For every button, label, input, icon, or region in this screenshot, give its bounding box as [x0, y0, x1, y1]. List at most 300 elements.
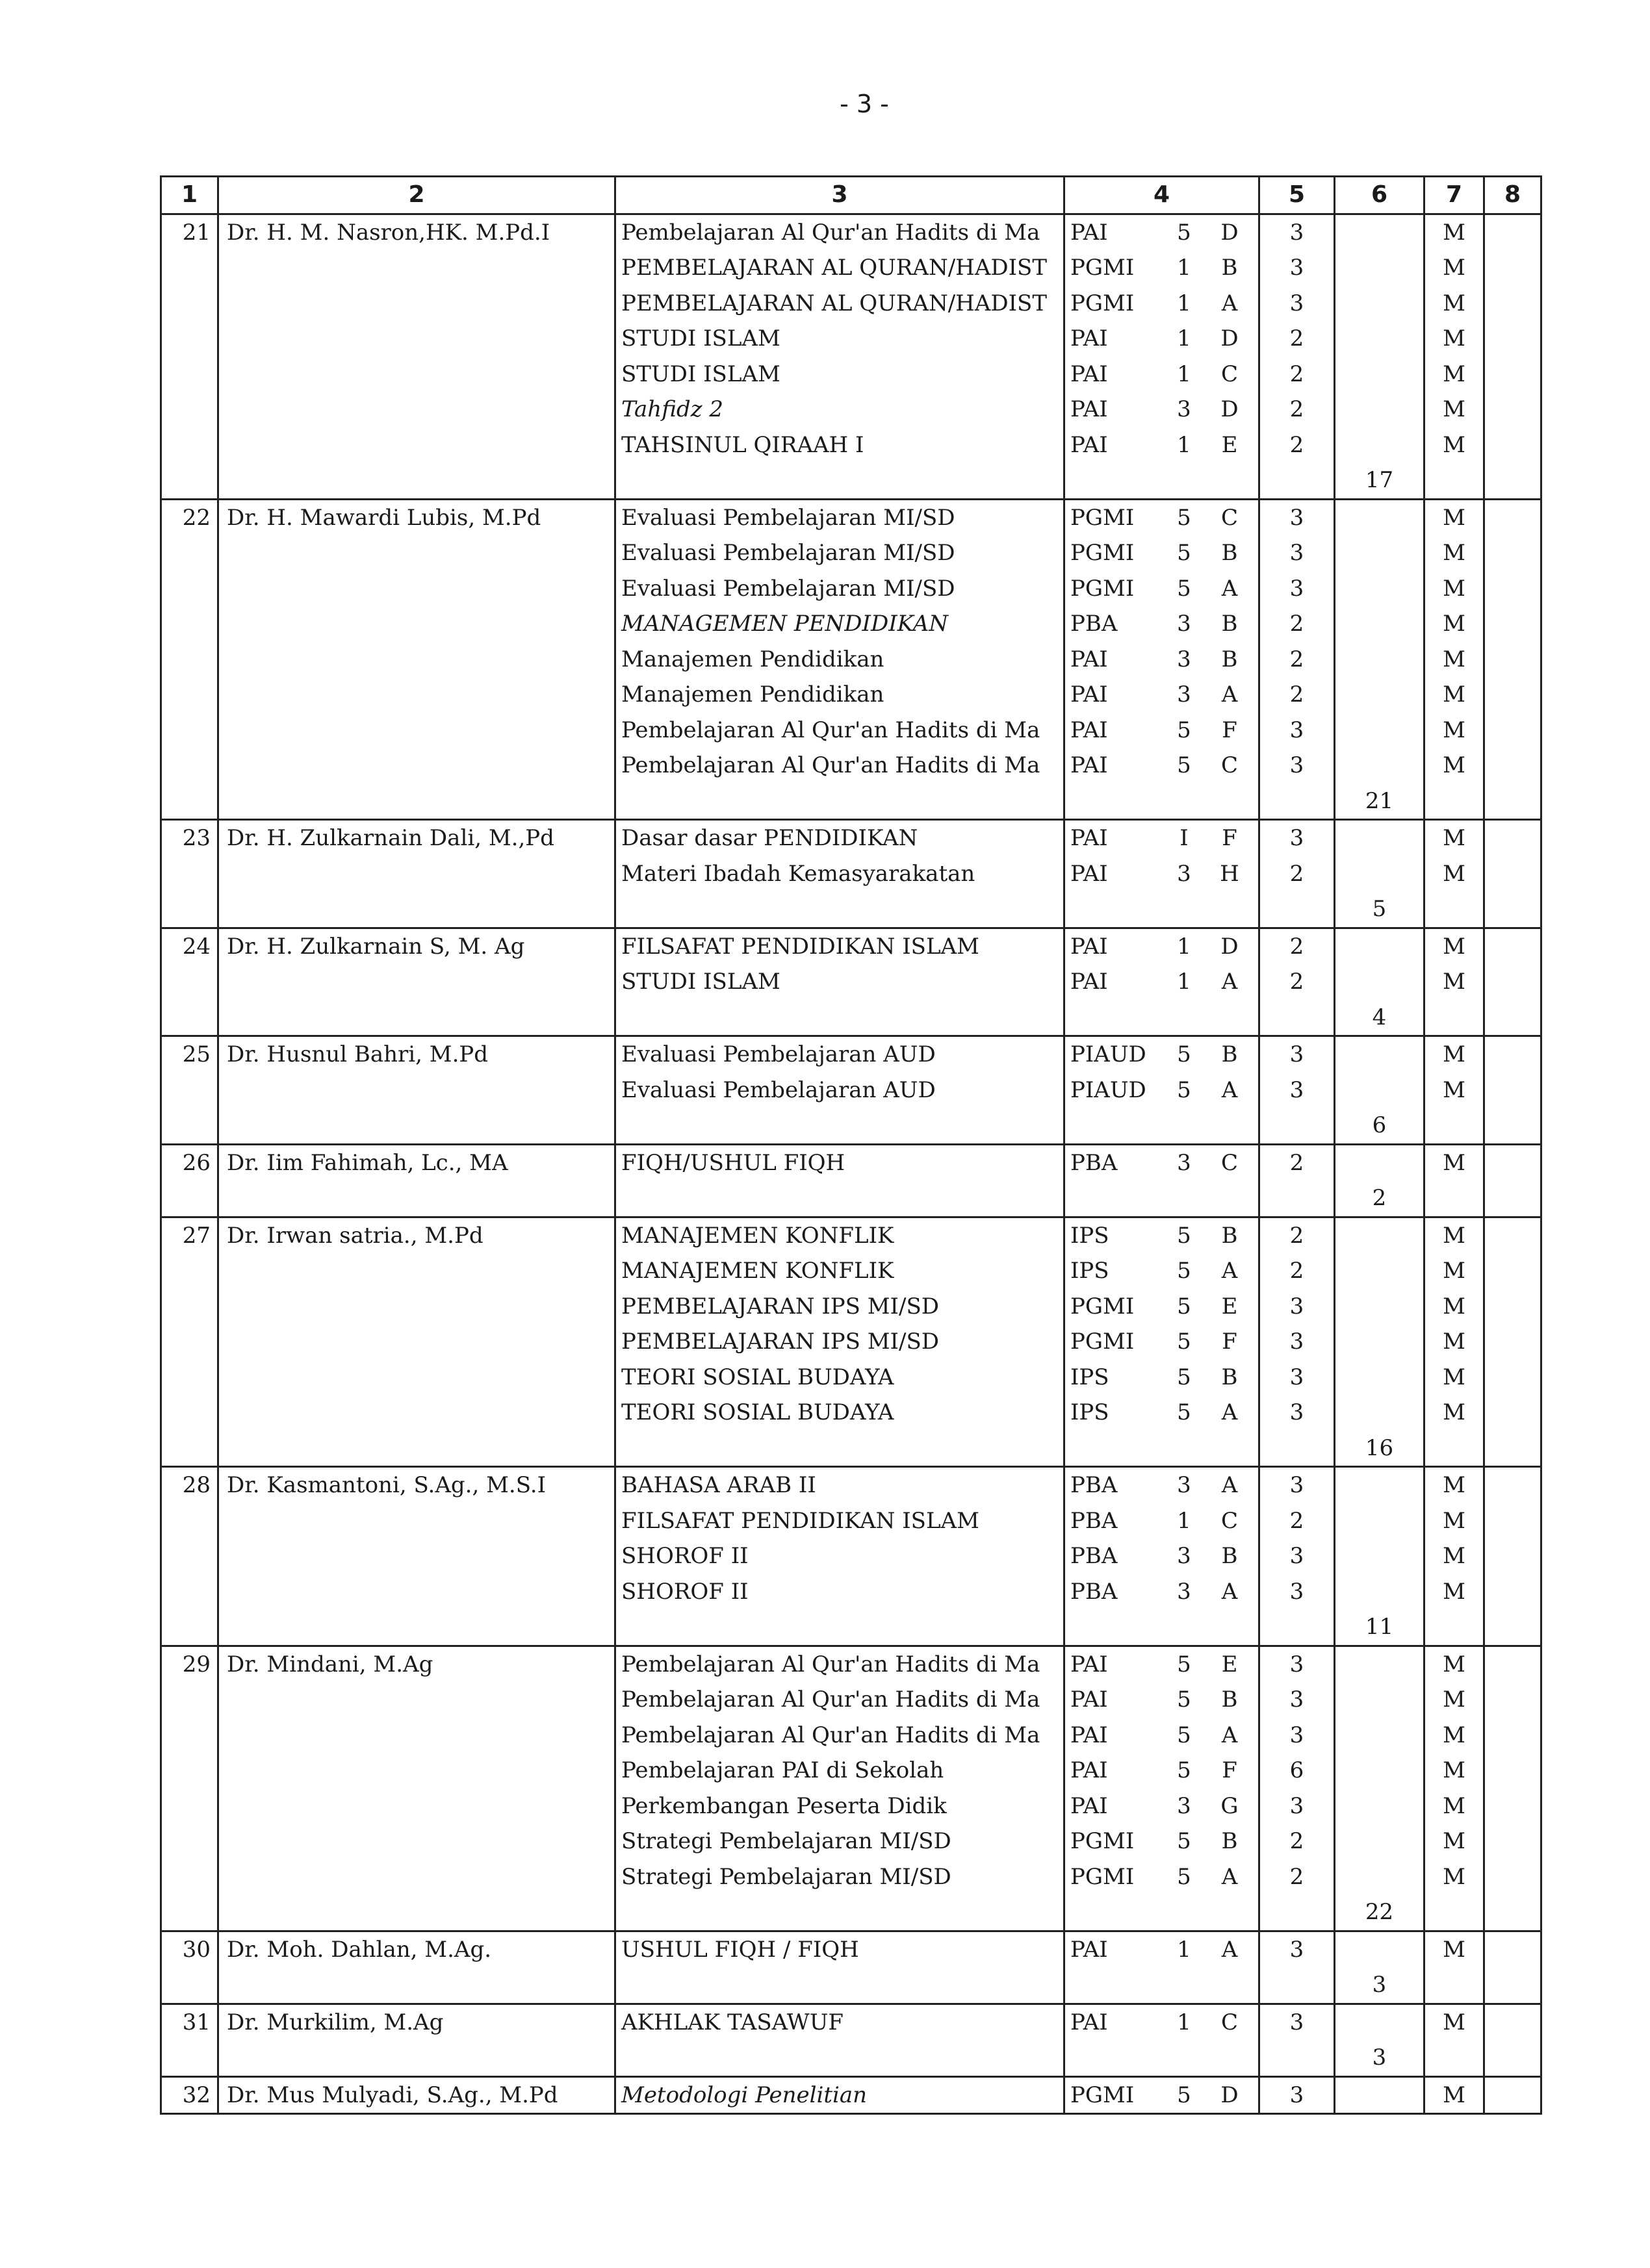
program-name: PAI — [1070, 969, 1108, 995]
program-name: PAI — [1070, 860, 1108, 887]
course-name: Materi Ibadah Kemasyarakatan — [621, 860, 975, 887]
course-cell — [615, 214, 1064, 499]
course-name: Tahfidz 2 — [621, 396, 724, 422]
semester: 3 — [1177, 396, 1191, 422]
credit-cell — [1259, 2076, 1335, 2114]
table-row — [161, 2004, 1541, 2076]
status-value: M — [1443, 860, 1465, 887]
lecturer-name-text: Dr. H. M. Nasron,HK. M.Pd.I — [227, 219, 550, 246]
credit-value: 3 — [1289, 825, 1304, 851]
semester: 5 — [1177, 752, 1191, 778]
status-value: M — [1443, 682, 1465, 707]
status-cell — [1424, 1467, 1484, 1646]
class-name: C — [1220, 361, 1238, 387]
class-name: D — [1220, 2082, 1239, 2108]
status-value: M — [1443, 290, 1465, 316]
course-name: SHOROF II — [621, 1543, 749, 1569]
course-name: Strategi Pembelajaran MI/SD — [621, 1828, 951, 1854]
class-name: D — [1220, 933, 1239, 960]
total-credits: 3 — [1372, 2045, 1387, 2071]
course-name: Pembelajaran PAI di Sekolah — [621, 1757, 944, 1783]
class-name: D — [1220, 219, 1239, 246]
col-header: 5 — [1259, 177, 1335, 214]
credit-cell — [1259, 1217, 1335, 1467]
course-name: TEORI SOSIAL BUDAYA — [621, 1399, 894, 1425]
table-row — [161, 928, 1541, 1036]
lecturer-name-text: Dr. H. Zulkarnain S, M. Ag — [227, 933, 525, 960]
program-name: PAI — [1070, 1936, 1108, 1963]
credit-value: 3 — [1289, 1722, 1304, 1748]
program-cell — [1064, 1646, 1259, 1931]
row-number — [161, 1467, 218, 1646]
program-name: PBA — [1070, 1507, 1118, 1534]
lecturer-name — [218, 2076, 615, 2114]
semester: 5 — [1177, 1863, 1191, 1890]
semester: 5 — [1177, 1258, 1191, 1284]
status-value: M — [1443, 1507, 1465, 1534]
course-name: STUDI ISLAM — [621, 325, 780, 351]
table-row — [161, 1646, 1541, 1931]
status-value: M — [1443, 1863, 1465, 1890]
status-cell — [1424, 928, 1484, 1036]
row-number-text: 23 — [182, 825, 211, 851]
lecturer-name — [218, 214, 615, 499]
credit-cell — [1259, 820, 1335, 928]
program-name: PBA — [1070, 611, 1118, 637]
program-name: IPS — [1070, 1222, 1109, 1249]
total-credits: 22 — [1365, 1899, 1394, 1925]
program-name: IPS — [1070, 1258, 1109, 1284]
row-number-text: 26 — [182, 1149, 211, 1176]
status-cell — [1424, 1036, 1484, 1145]
credit-value: 2 — [1289, 1828, 1304, 1854]
credit-value: 2 — [1289, 325, 1304, 351]
class-name: D — [1220, 325, 1239, 351]
semester: 1 — [1177, 933, 1191, 960]
semester: 1 — [1177, 361, 1191, 387]
table-row — [161, 1217, 1541, 1467]
status-value: M — [1443, 1687, 1465, 1713]
credit-value: 3 — [1289, 1578, 1304, 1605]
program-name: PAI — [1070, 1687, 1108, 1713]
credit-value: 3 — [1289, 1792, 1304, 1819]
table-row — [161, 1931, 1541, 2004]
program-cell — [1064, 2004, 1259, 2076]
col-header: 8 — [1484, 177, 1541, 214]
credit-value: 3 — [1289, 1293, 1304, 1319]
program-name: PAI — [1070, 825, 1108, 851]
course-name: PEMBELAJARAN IPS MI/SD — [621, 1329, 939, 1355]
credit-value: 2 — [1289, 646, 1304, 672]
total-cell — [1335, 1036, 1424, 1145]
row-number-text: 29 — [182, 1651, 211, 1677]
program-cell — [1064, 820, 1259, 928]
program-cell — [1064, 214, 1259, 499]
class-name: A — [1221, 290, 1238, 316]
program-name: PAI — [1070, 682, 1108, 707]
course-name: Evaluasi Pembelajaran MI/SD — [621, 575, 955, 602]
class-name: G — [1220, 1792, 1239, 1819]
course-name: Pembelajaran Al Qur'an Hadits di Ma — [621, 1722, 1040, 1748]
table-row — [161, 1467, 1541, 1646]
class-name: F — [1222, 825, 1237, 851]
row-number-text: 24 — [182, 933, 211, 960]
status-value: M — [1443, 1077, 1465, 1103]
course-name: Dasar dasar PENDIDIKAN — [621, 825, 918, 851]
total-credits: 6 — [1372, 1112, 1387, 1138]
class-name: A — [1221, 1077, 1238, 1103]
course-name: Evaluasi Pembelajaran AUD — [621, 1077, 936, 1103]
semester: 5 — [1177, 540, 1191, 566]
col-header: 4 — [1064, 177, 1259, 214]
note-cell — [1484, 499, 1541, 820]
class-name: C — [1220, 2009, 1238, 2035]
status-value: M — [1443, 717, 1465, 743]
total-credits: 17 — [1365, 467, 1394, 493]
course-name: Pembelajaran Al Qur'an Hadits di Ma — [621, 1651, 1040, 1677]
status-value: M — [1443, 969, 1465, 995]
status-value: M — [1443, 255, 1465, 281]
credit-value: 6 — [1289, 1757, 1304, 1783]
program-cell — [1064, 1467, 1259, 1646]
lecturer-name — [218, 499, 615, 820]
status-value: M — [1443, 1329, 1465, 1355]
table-row — [161, 499, 1541, 820]
lecturer-name-text: Dr. H. Zulkarnain Dali, M.,Pd — [227, 825, 554, 851]
credit-value: 2 — [1289, 1149, 1304, 1176]
semester: 5 — [1177, 575, 1191, 602]
credit-value: 3 — [1289, 1041, 1304, 1067]
status-value: M — [1443, 2009, 1465, 2035]
credit-value: 3 — [1289, 1399, 1304, 1425]
status-value: M — [1443, 575, 1465, 602]
status-value: M — [1443, 752, 1465, 778]
course-name: Manajemen Pendidikan — [621, 682, 884, 707]
status-value: M — [1443, 1543, 1465, 1569]
course-cell — [615, 928, 1064, 1036]
course-name: TAHSINUL QIRAAH I — [621, 431, 864, 458]
course-name: STUDI ISLAM — [621, 361, 780, 387]
course-name: PEMBELAJARAN AL QURAN/HADIST — [621, 255, 1048, 281]
class-name: F — [1222, 1329, 1237, 1355]
program-name: PBA — [1070, 1543, 1118, 1569]
row-number — [161, 820, 218, 928]
lecturer-name-text: Dr. Irwan satria., M.Pd — [227, 1222, 483, 1249]
status-value: M — [1443, 1578, 1465, 1605]
program-name: PAI — [1070, 361, 1108, 387]
row-number-text: 25 — [182, 1041, 211, 1067]
note-cell — [1484, 820, 1541, 928]
semester: I — [1179, 825, 1189, 851]
class-name: B — [1221, 255, 1238, 281]
credit-value: 2 — [1289, 1507, 1304, 1534]
program-name: PGMI — [1070, 1293, 1135, 1319]
class-name: A — [1221, 1399, 1238, 1425]
credit-value: 3 — [1289, 1651, 1304, 1677]
program-name: PBA — [1070, 1149, 1118, 1176]
class-name: B — [1221, 646, 1238, 672]
class-name: A — [1221, 1863, 1238, 1890]
class-name: B — [1221, 1543, 1238, 1569]
credit-value: 2 — [1289, 1222, 1304, 1249]
credit-value: 3 — [1289, 752, 1304, 778]
row-number — [161, 2076, 218, 2114]
course-name: Pembelajaran Al Qur'an Hadits di Ma — [621, 1687, 1040, 1713]
course-cell — [615, 1931, 1064, 2004]
total-cell — [1335, 820, 1424, 928]
class-name: A — [1221, 1472, 1238, 1498]
semester: 3 — [1177, 860, 1191, 887]
course-name: Evaluasi Pembelajaran AUD — [621, 1041, 936, 1067]
row-number-text: 32 — [182, 2082, 211, 2108]
class-name: E — [1221, 431, 1238, 458]
note-cell — [1484, 2076, 1541, 2114]
program-name: PGMI — [1070, 504, 1135, 531]
semester: 5 — [1177, 1399, 1191, 1425]
course-name: SHOROF II — [621, 1578, 749, 1605]
row-number — [161, 499, 218, 820]
credit-cell — [1259, 1036, 1335, 1145]
class-name: B — [1221, 1364, 1238, 1390]
semester: 5 — [1177, 2082, 1191, 2108]
status-value: M — [1443, 431, 1465, 458]
class-name: A — [1221, 575, 1238, 602]
row-number-text: 22 — [182, 504, 211, 531]
semester: 5 — [1177, 1077, 1191, 1103]
semester: 5 — [1177, 1293, 1191, 1319]
course-name: FILSAFAT PENDIDIKAN ISLAM — [621, 1507, 979, 1534]
status-value: M — [1443, 1757, 1465, 1783]
credit-value: 2 — [1289, 1863, 1304, 1890]
table-row — [161, 820, 1541, 928]
status-value: M — [1443, 361, 1465, 387]
credit-cell — [1259, 499, 1335, 820]
lecturer-name — [218, 1144, 615, 1217]
lecturer-name — [218, 1931, 615, 2004]
table-row — [161, 2076, 1541, 2114]
status-value: M — [1443, 1293, 1465, 1319]
class-name: A — [1221, 1936, 1238, 1963]
semester: 5 — [1177, 1041, 1191, 1067]
credit-value: 2 — [1289, 396, 1304, 422]
note-cell — [1484, 1144, 1541, 1217]
semester: 5 — [1177, 1722, 1191, 1748]
program-name: PAI — [1070, 431, 1108, 458]
row-number — [161, 1646, 218, 1931]
credit-cell — [1259, 1467, 1335, 1646]
col-header: 2 — [218, 177, 615, 214]
semester: 3 — [1177, 611, 1191, 637]
total-cell — [1335, 1646, 1424, 1931]
program-name: PGMI — [1070, 575, 1135, 602]
status-value: M — [1443, 646, 1465, 672]
credit-value: 2 — [1289, 361, 1304, 387]
program-name: PAI — [1070, 1722, 1108, 1748]
credit-cell — [1259, 1931, 1335, 2004]
program-name: PGMI — [1070, 1863, 1135, 1890]
course-name: Metodologi Penelitian — [621, 2082, 868, 2108]
status-value: M — [1443, 1149, 1465, 1176]
program-name: PGMI — [1070, 2082, 1135, 2108]
credit-value: 3 — [1289, 290, 1304, 316]
course-cell — [615, 820, 1064, 928]
semester: 3 — [1177, 1578, 1191, 1605]
status-value: M — [1443, 1222, 1465, 1249]
table-body — [161, 214, 1541, 2114]
course-name: FILSAFAT PENDIDIKAN ISLAM — [621, 933, 979, 960]
class-name: A — [1221, 1578, 1238, 1605]
program-name: PGMI — [1070, 290, 1135, 316]
program-cell — [1064, 1931, 1259, 2004]
status-value: M — [1443, 1472, 1465, 1498]
col-header: 3 — [615, 177, 1064, 214]
program-cell — [1064, 1036, 1259, 1145]
program-name: PAI — [1070, 752, 1108, 778]
credit-value: 3 — [1289, 1329, 1304, 1355]
status-cell — [1424, 1217, 1484, 1467]
total-credits: 11 — [1365, 1614, 1394, 1640]
status-value: M — [1443, 1828, 1465, 1854]
total-cell — [1335, 214, 1424, 499]
row-number — [161, 1036, 218, 1145]
semester: 5 — [1177, 1828, 1191, 1854]
program-name: PAI — [1070, 933, 1108, 960]
course-name: USHUL FIQH / FIQH — [621, 1936, 859, 1963]
total-credits: 5 — [1372, 896, 1387, 922]
program-name: PAI — [1070, 1792, 1108, 1819]
note-cell — [1484, 1467, 1541, 1646]
total-credits: 3 — [1372, 1972, 1387, 1998]
status-cell — [1424, 1646, 1484, 1931]
program-name: PAI — [1070, 219, 1108, 246]
class-name: B — [1221, 1041, 1238, 1067]
table-row — [161, 1036, 1541, 1145]
class-name: B — [1221, 611, 1238, 637]
program-cell — [1064, 1217, 1259, 1467]
class-name: F — [1222, 1757, 1237, 1783]
row-number — [161, 1217, 218, 1467]
course-name: FIQH/USHUL FIQH — [621, 1149, 845, 1176]
class-name: A — [1221, 969, 1238, 995]
lecturer-name-text: Dr. Husnul Bahri, M.Pd — [227, 1041, 489, 1067]
status-value: M — [1443, 1399, 1465, 1425]
credit-cell — [1259, 1646, 1335, 1931]
page-number: - 3 - — [840, 90, 889, 118]
course-name: Evaluasi Pembelajaran MI/SD — [621, 504, 955, 531]
row-number-text: 28 — [182, 1472, 211, 1498]
semester: 3 — [1177, 1149, 1191, 1176]
col-header: 1 — [161, 177, 218, 214]
program-name: PBA — [1070, 1578, 1118, 1605]
course-name: PEMBELAJARAN AL QURAN/HADIST — [621, 290, 1048, 316]
course-cell — [615, 1217, 1064, 1467]
status-value: M — [1443, 825, 1465, 851]
total-cell — [1335, 2004, 1424, 2076]
course-name: Pembelajaran Al Qur'an Hadits di Ma — [621, 717, 1040, 743]
credit-value: 3 — [1289, 1364, 1304, 1390]
course-cell — [615, 1144, 1064, 1217]
program-name: PGMI — [1070, 1329, 1135, 1355]
class-name: C — [1220, 752, 1238, 778]
class-name: D — [1220, 396, 1239, 422]
semester: 1 — [1177, 290, 1191, 316]
status-value: M — [1443, 219, 1465, 246]
class-name: F — [1222, 717, 1237, 743]
semester: 1 — [1177, 325, 1191, 351]
course-name: MANAJEMEN KONFLIK — [621, 1222, 894, 1249]
total-credits: 16 — [1365, 1434, 1394, 1461]
note-cell — [1484, 1036, 1541, 1145]
course-name: Manajemen Pendidikan — [621, 646, 884, 672]
total-cell — [1335, 1144, 1424, 1217]
status-value: M — [1443, 1651, 1465, 1677]
status-cell — [1424, 2076, 1484, 2114]
class-name: B — [1221, 540, 1238, 566]
course-cell — [615, 2076, 1064, 2114]
semester: 5 — [1177, 1651, 1191, 1677]
col-header: 6 — [1335, 177, 1424, 214]
status-value: M — [1443, 1936, 1465, 1963]
class-name: B — [1221, 1687, 1238, 1713]
credit-value: 3 — [1289, 717, 1304, 743]
program-name: PAI — [1070, 717, 1108, 743]
status-value: M — [1443, 611, 1465, 637]
course-cell — [615, 1036, 1064, 1145]
course-name: MANAJEMEN KONFLIK — [621, 1258, 894, 1284]
program-name: IPS — [1070, 1364, 1109, 1390]
credit-cell — [1259, 214, 1335, 499]
semester: 3 — [1177, 646, 1191, 672]
status-value: M — [1443, 1792, 1465, 1819]
credit-value: 3 — [1289, 540, 1304, 566]
total-credits: 2 — [1372, 1185, 1387, 1211]
program-name: PAI — [1070, 1757, 1108, 1783]
row-number — [161, 928, 218, 1036]
lecturer-name-text: Dr. Mindani, M.Ag — [227, 1651, 433, 1677]
status-cell — [1424, 1144, 1484, 1217]
credit-value: 3 — [1289, 219, 1304, 246]
lecturer-name — [218, 2004, 615, 2076]
credit-value: 3 — [1289, 1472, 1304, 1498]
total-cell — [1335, 499, 1424, 820]
lecturer-name-text: Dr. Mus Mulyadi, S.Ag., M.Pd — [227, 2082, 558, 2108]
class-name: C — [1220, 1507, 1238, 1534]
semester: 3 — [1177, 1543, 1191, 1569]
credit-cell — [1259, 2004, 1335, 2076]
semester: 1 — [1177, 255, 1191, 281]
program-name: PAI — [1070, 1651, 1108, 1677]
note-cell — [1484, 1646, 1541, 1931]
status-cell — [1424, 499, 1484, 820]
note-cell — [1484, 2004, 1541, 2076]
credit-value: 3 — [1289, 1543, 1304, 1569]
total-cell — [1335, 1467, 1424, 1646]
row-number — [161, 1144, 218, 1217]
credit-value: 2 — [1289, 431, 1304, 458]
lecturer-name — [218, 928, 615, 1036]
note-cell — [1484, 1217, 1541, 1467]
program-name: PAI — [1070, 2009, 1108, 2035]
lecturer-name — [218, 1217, 615, 1467]
program-name: PGMI — [1070, 540, 1135, 566]
status-value: M — [1443, 2082, 1465, 2108]
program-name: PAI — [1070, 396, 1108, 422]
program-name: PIAUD — [1070, 1077, 1146, 1103]
credit-value: 2 — [1289, 1258, 1304, 1284]
credit-value: 2 — [1289, 969, 1304, 995]
lecturer-name-text: Dr. Murkilim, M.Ag — [227, 2009, 444, 2035]
status-value: M — [1443, 1041, 1465, 1067]
